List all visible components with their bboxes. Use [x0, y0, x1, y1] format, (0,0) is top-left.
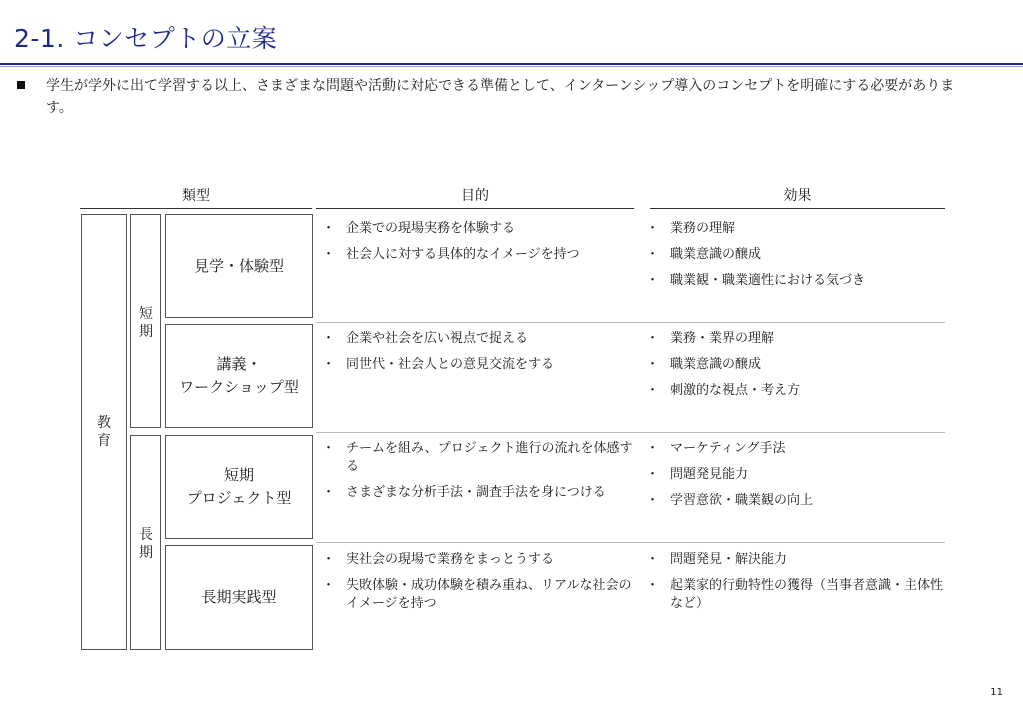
row-divider	[316, 542, 945, 543]
purpose-item: ・ 失敗体験・成功体験を積み重ね、リアルな社会のイメージを持つ	[322, 578, 632, 611]
purpose-item: ・ チームを組み、プロジェクト進行の流れを体感する	[322, 441, 633, 474]
type-label: 長期実践型	[201, 588, 277, 606]
page-title: 2-1. コンセプトの立案	[14, 24, 278, 53]
effect-list	[642, 551, 947, 621]
effect-item: ・ 職業意識の醸成	[646, 247, 762, 262]
purpose-item: ・ 同世代・社会人との意見交流をする	[322, 357, 555, 372]
header-underline-purpose	[316, 208, 634, 209]
purpose-item: ・ 社会人に対する具体的なイメージを持つ	[322, 247, 580, 262]
type-box	[165, 214, 313, 318]
page-number: 11	[990, 687, 1003, 698]
type-box	[165, 545, 313, 650]
category-label: 教 育	[97, 415, 111, 449]
intro-text: 学生が学外に出て学習する以上、さまざまな問題や活動に対応できる準備として、インターンシップ導入のコンセプトを明確にする必要があります。	[46, 78, 955, 116]
row-divider	[316, 322, 945, 323]
header-purpose: 目的	[461, 188, 489, 204]
effect-list	[642, 220, 947, 298]
purpose-item: ・ さまざまな分析手法・調査手法を身につける	[322, 485, 606, 500]
purpose-list	[318, 220, 640, 272]
term-label-short: 短 期	[139, 306, 153, 340]
effect-item: ・ 職業観・職業適性における気づき	[646, 273, 866, 288]
effect-list	[642, 440, 947, 518]
effect-item: ・ 職業意識の醸成	[646, 357, 762, 372]
header-type: 類型	[182, 188, 210, 204]
type-label: 短期	[223, 466, 254, 484]
header-underline-effect	[650, 208, 945, 209]
type-label: プロジェクト型	[186, 489, 292, 507]
effect-list	[642, 330, 947, 408]
square-bullet-icon	[17, 81, 25, 89]
type-box	[165, 324, 313, 428]
title-rule-thin	[0, 66, 1023, 67]
purpose-list	[318, 551, 640, 621]
type-box	[165, 435, 313, 539]
term-label-long: 長 期	[139, 527, 153, 561]
purpose-list	[318, 440, 640, 510]
effect-item: ・ 問題発見・解決能力	[646, 552, 788, 567]
purpose-item: ・ 企業や社会を広い視点で捉える	[322, 331, 529, 346]
effect-item: ・ 刺激的な視点・考え方	[646, 383, 801, 398]
row-divider	[316, 432, 945, 433]
effect-item: ・ 業務の理解	[646, 221, 736, 236]
title-rule	[0, 63, 1023, 65]
effect-item: ・ 学習意欲・職業観の向上	[646, 493, 814, 508]
type-label: 講義・	[216, 355, 262, 373]
effect-item: ・ 業務・業界の理解	[646, 331, 775, 346]
effect-item: ・ 問題発見能力	[646, 467, 749, 482]
type-label: ワークショップ型	[179, 378, 299, 396]
header-effect: 効果	[783, 188, 812, 204]
purpose-item: ・ 実社会の現場で業務をまっとうする	[322, 552, 555, 567]
header-underline-type	[80, 208, 312, 209]
purpose-list	[318, 330, 640, 382]
effect-item: ・ マーケティング手法	[646, 441, 786, 456]
purpose-item: ・ 企業での現場実務を体験する	[322, 221, 516, 236]
type-label: 見学・体験型	[193, 256, 284, 275]
effect-item: ・ 起業家的行動特性の獲得（当事者意識・主体性など）	[646, 578, 944, 611]
